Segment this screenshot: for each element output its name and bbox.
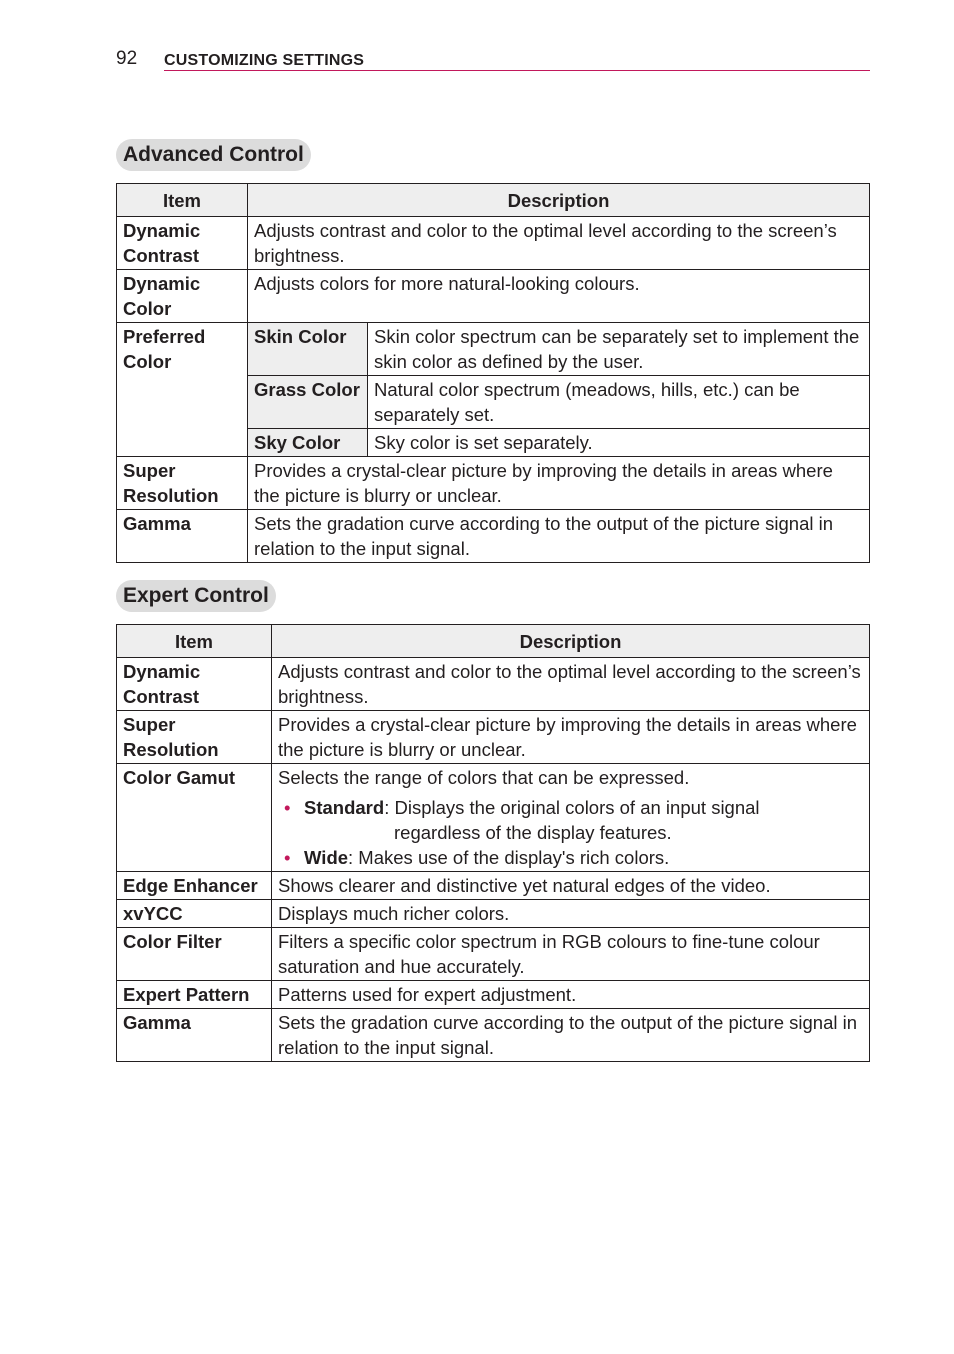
subitem-description: Skin color spectrum can be separately set to implement the skin color as defined by the user. <box>368 323 870 376</box>
list-item <box>278 845 863 870</box>
header-rule <box>164 70 870 71</box>
row-description: Filters a specific color spectrum in RGB colours to fine-tune colour saturation and hue accurately. <box>272 928 870 981</box>
table-row <box>117 658 870 711</box>
table-row <box>117 900 870 928</box>
bullet-icon: • <box>284 847 291 868</box>
row-item: Preferred Color <box>117 323 248 457</box>
column-header-description: Description <box>272 625 870 658</box>
subitem-label: Skin Color <box>248 323 368 376</box>
table-row <box>117 764 870 872</box>
option-term: Wide <box>304 847 349 868</box>
table-row <box>117 872 870 900</box>
bullet-icon: • <box>284 797 291 818</box>
row-item: Color Filter <box>117 928 272 981</box>
subitem-description: Natural color spectrum (meadows, hills, etc.) can be separately set. <box>368 376 870 429</box>
table-row <box>117 217 870 270</box>
color-gamut-summary: Selects the range of colors that can be expressed. <box>278 767 690 788</box>
row-description: Provides a crystal-clear picture by improving the details in areas where the picture is blurry or unclear. <box>272 711 870 764</box>
advanced-control-table <box>116 183 870 563</box>
row-description <box>272 764 870 872</box>
table-row <box>117 711 870 764</box>
table-row <box>117 457 870 510</box>
row-description: Adjusts contrast and color to the optimal level according to the screen’s brightness. <box>248 217 870 270</box>
table-row <box>117 270 870 323</box>
color-gamut-options <box>278 795 863 870</box>
row-description: Sets the gradation curve according to the output of the picture signal in relation to the input signal. <box>248 510 870 563</box>
row-item: Super Resolution <box>117 711 272 764</box>
table-row <box>117 1009 870 1062</box>
row-item: Color Gamut <box>117 764 272 872</box>
row-item: xvYCC <box>117 900 272 928</box>
row-item: Dynamic Contrast <box>117 217 248 270</box>
option-text: : Displays the original colors of an input signal <box>384 797 760 818</box>
row-description: Adjusts contrast and color to the optimal level according to the screen’s brightness. <box>272 658 870 711</box>
column-header-item: Item <box>117 184 248 217</box>
table-row <box>117 981 870 1009</box>
row-description: Patterns used for expert adjustment. <box>272 981 870 1009</box>
row-description: Displays much richer colors. <box>272 900 870 928</box>
table-header-row <box>117 184 870 217</box>
table-header-row <box>117 625 870 658</box>
row-item: Gamma <box>117 1009 272 1062</box>
row-description: Sets the gradation curve according to the output of the picture signal in relation to the input signal. <box>272 1009 870 1062</box>
table-row <box>117 323 870 376</box>
subitem-label: Sky Color <box>248 429 368 457</box>
option-text-continued: regardless of the display features. <box>394 822 672 843</box>
row-item: Super Resolution <box>117 457 248 510</box>
column-header-item: Item <box>117 625 272 658</box>
expert-control-table <box>116 624 870 1062</box>
subitem-label: Grass Color <box>248 376 368 429</box>
page-number: 92 <box>116 48 138 69</box>
column-header-description: Description <box>248 184 870 217</box>
row-item: Edge Enhancer <box>117 872 272 900</box>
header-title: CUSTOMIZING SETTINGS <box>164 52 365 69</box>
option-text: : Makes use of the display's rich colors. <box>348 847 670 868</box>
table-row <box>117 928 870 981</box>
row-item: Dynamic Color <box>117 270 248 323</box>
list-item <box>278 795 863 845</box>
table-row <box>117 510 870 563</box>
page-header <box>116 44 870 72</box>
row-item: Gamma <box>117 510 248 563</box>
row-description: Provides a crystal-clear picture by improving the details in areas where the picture is blurry or unclear. <box>248 457 870 510</box>
option-term: Standard <box>304 797 385 818</box>
row-description: Adjusts colors for more natural-looking colours. <box>248 270 870 323</box>
row-item: Dynamic Contrast <box>117 658 272 711</box>
advanced-control-title: Advanced Control <box>116 139 311 171</box>
row-item: Expert Pattern <box>117 981 272 1009</box>
row-description: Shows clearer and distinctive yet natural edges of the video. <box>272 872 870 900</box>
subitem-description: Sky color is set separately. <box>368 429 870 457</box>
expert-control-title: Expert Control <box>116 580 276 612</box>
